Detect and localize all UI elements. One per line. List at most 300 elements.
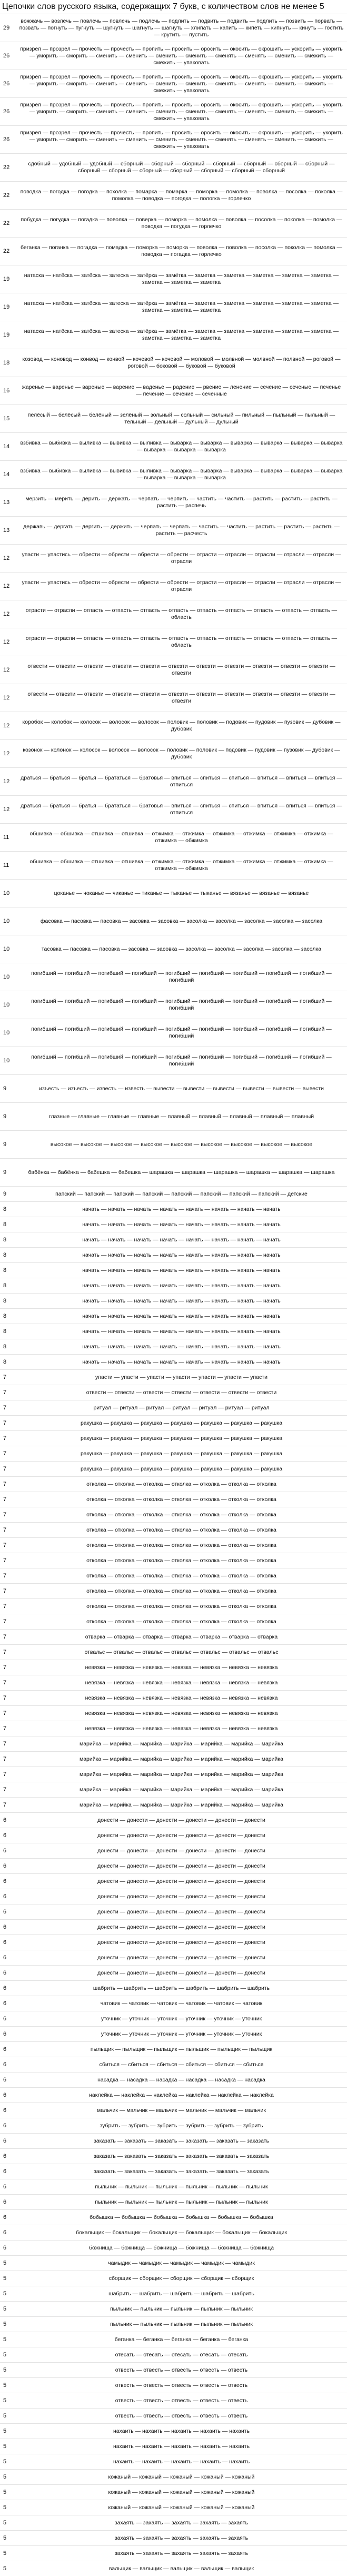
chain-length: 9 [3,1191,7,1197]
chain-row [0,14,347,42]
chain-length: 6 [3,1985,7,1991]
chain-length: 29 [3,25,10,31]
chain-length: 6 [3,1817,7,1823]
chain-words: козовод — коновод — конвод — конвой — кочевой — кочевой — моловой — молвной — молвной — полвной — роговой — роговой — боковой — буковой — буковой [22,356,341,369]
chain-row [0,2255,347,2271]
chain-length: 12 [3,751,10,757]
chain-row [0,1889,347,1904]
chain-row [0,935,347,963]
chain-length: 5 [3,2321,7,2327]
chain-length: 8 [3,1237,7,1243]
chain-length: 7 [3,1466,7,1472]
chain-length: 12 [3,583,10,589]
chain-words: козонок — колонок — колосок — волосок — волосок — половик — половик — подовик — пудовик — пузовик — дубовик — дубовик [23,747,340,760]
chain-length: 7 [3,1802,7,1808]
chain-words: марийка — марийка — марийка — марийка — марийка — марийка — марийка [79,1801,284,1808]
chain-row [0,991,347,1019]
chain-row [0,544,347,572]
chain-length: 7 [3,1420,7,1426]
chain-words: упасти — упасти — упасти — упасти — упасти — упасти — упасти [95,1374,267,1380]
chain-length: 8 [3,1328,7,1335]
chain-row [0,2316,347,2332]
chain-row [0,321,347,349]
chain-words: отколка — отколка — отколка — отколка — отколка — отколка — отколка [86,1618,276,1625]
chain-length: 10 [3,918,10,924]
chain-row [0,1568,347,1583]
chain-row [0,1904,347,1919]
chain-words: отрасти — отрасли — отпасть — отпасть — отпасть — отпасть — отпасть — отпасть — отпасть — отпасть — отпасть — область [25,635,338,648]
chain-row [0,1278,347,1293]
chain-words: сдобный — удобный — удобный — сборный — сборный — сборный — сборный — сборный — сборный — сборный — сборный — сборный — сборный — сборный — сборный — сборный — сборный [28,161,335,174]
chain-words: марийка — марийка — марийка — марийка — марийка — марийка — марийка [79,1771,284,1778]
chain-length: 10 [3,1058,10,1064]
chain-words: донести — донести — донести — донести — донести — донести [97,1923,265,1930]
chain-words: погибший — погибший — погибший — погибший — погибший — погибший — погибший — погибший — погибший — погибший [31,998,332,1011]
chain-words: начать — начать — начать — начать — начать — начать — начать — начать [82,1312,281,1319]
chain-length: 10 [3,1002,10,1008]
chain-length: 19 [3,276,10,282]
chain-row [0,1614,347,1629]
chain-row [0,1965,347,1980]
chain-row [0,2072,347,2087]
chain-words: мерзить — мерить — дерить — держать — черпать — черпить — частить — частить — растить — растить — растить — растить — распечь [25,496,338,509]
chain-length: 5 [3,2397,7,2404]
chain-row [0,237,347,265]
chain-row [0,293,347,321]
chain-words: кожаный — кожаный — кожаный — кожаный — кожаный [108,2473,255,2480]
chain-row [0,1186,347,1201]
chain-length: 19 [3,304,10,310]
chain-row [0,963,347,991]
chain-length: 12 [3,806,10,813]
chain-words: пелёсый — белёсый — белёный — зелёный — зольный — сольный — сильный — пильный — пыльный — пыльный — тельный — дельный — дульный — дульный [27,412,335,425]
chain-words: захаять — захаять — захаять — захаять — захаять [114,2550,249,2557]
chain-row [0,1385,347,1400]
chain-length: 8 [3,1267,7,1274]
chain-length: 8 [3,1206,7,1212]
chain-words: побудка — погудка — погадка — поволка — поверка — поморка — помолка — поволка — посолка — поколка — помолка — поводка — погудка — горлечко [21,216,342,230]
chain-length: 26 [3,108,10,115]
chain-length: 6 [3,1924,7,1930]
chain-words: бобышка — бобышка — бобышка — бобышка — бобышка — бобышка [90,2214,273,2220]
chain-length: 10 [3,1030,10,1036]
chain-length: 15 [3,416,10,422]
chain-length: 6 [3,2016,7,2022]
chain-row [0,2332,347,2347]
chain-row [0,2103,347,2118]
chain-row [0,42,347,70]
chain-words: отколка — отколка — отколка — отколка — отколка — отколка — отколка [86,1542,276,1548]
chain-length: 7 [3,1512,7,1518]
chain-row [0,2484,347,2500]
chain-length: 6 [3,2000,7,2007]
chain-words: отвесть — отвесть — отвесть — отвесть — отвесть [115,2412,248,2419]
chain-words: отвести — отвезти — отвезти — отвезти — отвезти — отвезти — отвезти — отвезти — отвезти — отвезти — отвезти — отвезти [27,663,335,676]
chain-length: 7 [3,1695,7,1701]
chain-length: 6 [3,2245,7,2251]
chain-row [0,1476,347,1492]
chain-words: обшивка — обшивка — отшивка — отшивка — отжимка — отжимка — отжимка — отжимка — отжимка — отжимка — отжимка — обжимка [29,858,333,872]
chain-row [0,2194,347,2209]
chain-row [0,2225,347,2240]
chain-row [0,1537,347,1553]
chain-words: призрел — прозрел — прочесть — прочесть — пропить — просить — оросить — окосить — окрошить — ускорить — укорить — уморить — сморить — сменить — сменить — сменить — сменить — сменять — сменять — сменить — смежить — смежить — упаковать [20,129,343,150]
chain-length: 6 [3,2214,7,2220]
chain-length: 7 [3,1725,7,1732]
chain-words: донести — донести — донести — донести — донести — донести [97,1908,265,1915]
chain-row [0,712,347,739]
chain-length: 22 [3,164,10,171]
chain-length: 12 [3,778,10,785]
chain-words: упасти — упастись — обрести — обрести — обрести — обрести — отрасти — отрасли — отрасли — отрасли — отрасли — отрасли [22,551,341,565]
chain-words: начать — начать — начать — начать — начать — начать — начать — начать [82,1206,281,1212]
chain-row [0,1158,347,1186]
chain-words: нахаить — нахаить — нахаить — нахаить — нахаить [113,2427,250,2434]
chain-words: вальщик — вальщик — вальщик — вальщик — вальщик [108,2565,254,2572]
chain-words: державь — дергать — дергить — держить — черпать — черпать — частить — частить — растить — растить — растить — растить — расчесть [23,524,340,537]
chain-length: 7 [3,1481,7,1487]
chain-words: упасти — упастись — обрести — обрести — обрести — обрести — отрасти — отрасли — отрасли — отрасли — отрасли — отрасли [22,579,341,593]
chain-length: 7 [3,1527,7,1533]
chain-row [0,1583,347,1598]
chain-length: 11 [3,862,9,868]
chain-length: 7 [3,1787,7,1793]
chain-length: 5 [3,2474,7,2480]
chain-row [0,767,347,795]
chain-length: 7 [3,1634,7,1640]
chain-words: обшивка — обшивка — отшивка — отшивка — отжимка — отжимка — отжимка — отжимка — отжимка — отжимка — отжимка — обжимка [29,831,333,844]
chain-row [0,1415,347,1430]
chain-words: поводка — погодка — погодка — похолка — помарка — помарка — поморка — помолка — поволка — посолка — поколка — помолка — поводка — погодка — пологка — горлечко [20,189,343,202]
chain-row [0,1553,347,1568]
chain-words: нахаить — нахаить — нахаить — нахаить — нахаить [113,2443,250,2450]
chain-length: 18 [3,360,10,366]
chain-row [0,1766,347,1782]
chain-length: 7 [3,1389,7,1396]
chain-row [0,572,347,600]
chain-words: невязка — невязка — невязка — невязка — невязка — невязка — невязка [85,1710,278,1716]
chain-row [0,1430,347,1446]
chain-row [0,209,347,237]
chain-words: невязка — невязка — невязка — невязка — невязка — невязка — невязка [85,1694,278,1701]
chain-words: сбиться — сбиться — сбиться — сбиться — сбиться — сбиться [99,2061,264,2068]
chain-length: 6 [3,1863,7,1869]
chain-row [0,1690,347,1705]
chain-row [0,349,347,377]
chain-row [0,2179,347,2194]
chain-row [0,1074,347,1102]
chain-row [0,1247,347,1262]
chain-row [0,1047,347,1074]
chain-words: уточник — уточник — уточник — уточник — уточник — уточник [101,2030,262,2037]
chain-words: призрел — прозрел — прочесть — прочесть — пропить — просить — оросить — окосить — окрошить — ускорить — укорить — уморить — сморить — сменить — сменить — сменить — сменить — сменять — сменять — сменить — смежить — смежить — упаковать [20,101,343,122]
chain-length: 8 [3,1221,7,1228]
chain-words: начать — начать — начать — начать — начать — начать — начать — начать [82,1358,281,1365]
chain-words: шабрить — шабрить — шабрить — шабрить — шабрить — шабрить [93,1985,270,1991]
chain-length: 7 [3,1649,7,1655]
chain-length: 10 [3,974,10,980]
chain-row [0,1308,347,1324]
chain-words: чамыдик — чамыдик — чамыдик — чамыдик — чамыдик [108,2259,255,2266]
chain-words: захаять — захаять — захаять — захаять — захаять [114,2519,249,2526]
chain-words: ракушка — ракушка — ракушка — ракушка — ракушка — ракушка — ракушка [80,1465,283,1472]
chain-row [0,2530,347,2545]
chain-row [0,1232,347,1247]
chain-row [0,2011,347,2026]
chain-length: 6 [3,2199,7,2205]
chain-row [0,2515,347,2530]
chain-row [0,70,347,97]
chain-words: зубрить — зубрить — зубрить — зубрить — зубрить — зубрить [100,2122,263,2129]
chain-length: 10 [3,890,10,896]
chain-row [0,1705,347,1721]
chain-length: 7 [3,1710,7,1716]
chain-length: 5 [3,2306,7,2312]
chain-words: захаять — захаять — захаять — захаять — захаять [114,2534,249,2541]
chain-length: 5 [3,2291,7,2297]
chain-length: 6 [3,2153,7,2159]
chain-words: божнища — божнища — божнища — божнища — божнища — божнища [88,2244,274,2251]
chain-row [0,1919,347,1935]
chain-words: начать — начать — начать — начать — начать — начать — начать — начать [82,1343,281,1350]
chain-words: уточник — уточник — уточник — уточник — уточник — уточник [101,2015,262,2022]
chain-words: натаска — натёска — затёска — затеска — затёрка — замётка — заметка — заметка — заметка — заметка — заметка — заметка — заметка — заметка [24,272,339,285]
chain-length: 19 [3,332,10,338]
chain-row [0,1980,347,1996]
chain-words: донести — донести — донести — донести — донести — донести [97,1969,265,1976]
chain-words: начать — начать — начать — начать — начать — начать — начать — начать [82,1297,281,1304]
chain-words: вожжачь — возлечь — повлечь — повлечь — подлечь — подлить — подвить — подвить — подлить — позвить — порвать — позвать — погнуть — пугнуть — шугнуть — шагнуть — шагнуть — хлипать — капить — кипеть — кипнуть — кинуть — гостить — крутить — пустить [19,17,344,38]
chain-row [0,1324,347,1339]
chain-words: заказать — заказать — заказать — заказать — заказать — заказать [93,2153,270,2159]
chain-row [0,1522,347,1537]
chain-words: отвальс — отвальс — отвальс — отвальс — отвальс — отвальс — отвальс [84,1649,279,1655]
chain-words: пыльник — пыльник — пыльник — пыльник — пыльник — пыльник [95,2183,268,2190]
chain-words: отвесть — отвесть — отвесть — отвесть — отвесть [115,2397,248,2404]
chain-row [0,1843,347,1858]
chain-words: драться — браться — братья — брататься — братовья — впиться — спиться — спиться — впиться — впиться — впиться — отпиться [21,803,342,816]
chain-row [0,1102,347,1130]
chain-length: 6 [3,2092,7,2098]
chain-row [0,1828,347,1843]
chain-length: 6 [3,1939,7,1946]
chain-length: 8 [3,1252,7,1258]
chain-words: взбивка — выбивка — выливка — вывивка — выливка — выварка — выварка — выварка — выварка — выварка — выварка — выварка — выварка — выварка [20,468,343,481]
chain-words: отколка — отколка — отколка — отколка — отколка — отколка — отколка [86,1572,276,1579]
chain-row [0,265,347,293]
chain-words: донести — донести — донести — донести — донести — донести [97,1954,265,1961]
chain-row [0,1996,347,2011]
chain-row [0,823,347,851]
chain-words: отварка — отварка — отварка — отварка — отварка — отварка — отварка [85,1633,278,1640]
chain-length: 5 [3,2489,7,2495]
chain-row [0,2561,347,2576]
chain-row [0,2057,347,2072]
chain-words: пыльник — пыльник — пыльник — пыльник — пыльник [110,2305,253,2312]
chain-words: отрасти — отрасли — отпасть — отпасть — отпасть — отпасть — отпасть — отпасть — отпасть — отпасть — отпасть — область [25,607,338,620]
chain-words: отвесть — отвесть — отвесть — отвесть — отвесть [115,2366,248,2373]
chain-row [0,2545,347,2561]
chain-length: 5 [3,2382,7,2389]
chain-words: папский — папский — папский — папский — папский — папский — папский — папский — детские [55,1190,308,1197]
chain-length: 7 [3,1588,7,1594]
chain-length: 7 [3,1573,7,1579]
chain-length: 8 [3,1282,7,1289]
chain-length: 9 [3,1085,7,1092]
chain-length: 26 [3,53,10,59]
chain-length: 5 [3,2443,7,2450]
chain-row [0,97,347,125]
chain-words: цоканье — чоканье — чиканье — тиканье — тыканье — тыканье — вязанье — вязанье — вязанье [54,890,309,896]
chain-row [0,2041,347,2057]
chain-words: кожаный — кожаный — кожаный — кожаный — кожаный [108,2504,255,2511]
chain-words: отвести — отвести — отвести — отвести — отвести — отвести — отвести [86,1389,277,1396]
chain-row [0,739,347,767]
chain-words: драться — браться — братья — брататься — братовья — впиться — спиться — спиться — впиться — впиться — впиться — отпиться [21,775,342,788]
chain-row [0,1660,347,1675]
chain-row [0,1293,347,1308]
chain-words: начать — начать — начать — начать — начать — начать — начать — начать [82,1282,281,1289]
chain-words: ракушка — ракушка — ракушка — ракушка — ракушка — ракушка — ракушка [80,1419,283,1426]
chain-length: 6 [3,2168,7,2175]
chain-words: бокальщик — бокальщик — бокальщик — бокальщик — бокальщик — бокальщик [76,2229,287,2236]
chain-words: пыльщик — пыльщик — пыльщик — пыльщик — пыльщик — пыльщик [90,2046,273,2052]
chain-length: 5 [3,2565,7,2572]
chain-length: 5 [3,2352,7,2358]
chain-length: 8 [3,1344,7,1350]
chain-length: 26 [3,81,10,87]
chain-row [0,1858,347,1873]
chain-length: 6 [3,2184,7,2190]
chain-length: 6 [3,1832,7,1839]
chain-length: 7 [3,1756,7,1762]
chain-words: отесать — отесать — отесать — отесать — отесать [115,2351,248,2358]
chain-words: начать — начать — начать — начать — начать — начать — начать — начать [82,1236,281,1243]
chain-row [0,1675,347,1690]
chain-length: 7 [3,1435,7,1442]
chain-row [0,684,347,712]
chain-row [0,1339,347,1354]
chain-length: 7 [3,1741,7,1747]
chain-length: 6 [3,1955,7,1961]
chain-row [0,795,347,823]
chain-row [0,2500,347,2515]
chain-length: 5 [3,2550,7,2557]
chain-row [0,1797,347,1812]
chain-words: призрел — прозрел — прочесть — прочесть — пропить — просить — оросить — окосить — окрошить — ускорить — укорить — уморить — сморить — сменить — сменить — сменить — сменить — сменять — сменять — сменить — смежить — смежить — упаковать [20,45,343,66]
chain-words: начать — начать — начать — начать — начать — начать — начать — начать [82,1221,281,1228]
chain-list [0,14,347,2576]
chain-length: 13 [3,527,10,534]
chain-length: 7 [3,1405,7,1411]
chain-row [0,2408,347,2423]
chain-row [0,2087,347,2103]
chain-length: 7 [3,1680,7,1686]
chain-row [0,125,347,153]
chain-row [0,2469,347,2484]
chain-length: 6 [3,1909,7,1915]
chain-length: 6 [3,1893,7,1900]
chain-row [0,516,347,544]
chain-words: изъесть — изъесть — известь — известь — вывести — вывести — вывести — вывести — вывести — вывести [39,1085,324,1092]
chain-length: 6 [3,1878,7,1884]
chain-words: невязка — невязка — невязка — невязка — невязка — невязка — невязка [85,1679,278,1686]
chain-words: отколка — отколка — отколка — отколка — отколка — отколка — отколка [86,1603,276,1610]
chain-length: 6 [3,2031,7,2037]
chain-length: 11 [3,834,9,841]
chain-words: призрел — прозрел — прочесть — прочесть — пропить — просить — оросить — окосить — окрошить — ускорить — укорить — уморить — сморить — сменить — сменить — сменить — сменить — сменять — сменять — сменить — смежить — смежить — упаковать [20,73,343,94]
chain-row [0,1873,347,1889]
chain-words: отвесть — отвесть — отвесть — отвесть — отвесть [115,2382,248,2389]
chain-length: 22 [3,248,10,254]
chain-words: марийка — марийка — марийка — марийка — марийка — марийка — марийка [79,1786,284,1793]
chain-length: 12 [3,555,10,561]
chain-length: 8 [3,1359,7,1365]
chain-length: 5 [3,2367,7,2373]
chain-length: 10 [3,946,10,952]
chain-row [0,2377,347,2393]
chain-row [0,1629,347,1644]
chain-words: отколка — отколка — отколка — отколка — отколка — отколка — отколка [86,1496,276,1503]
chain-words: беганка — беганка — беганка — беганка — беганка [114,2336,249,2343]
chain-length: 7 [3,1450,7,1457]
chain-words: начать — начать — начать — начать — начать — начать — начать — начать [82,1267,281,1274]
chain-row [0,2301,347,2316]
chain-row [0,2026,347,2041]
chain-row [0,2209,347,2225]
chain-row [0,181,347,209]
chain-words: шабрить — шабрить — шабрить — шабрить — шабрить [108,2290,254,2297]
chain-length: 7 [3,1603,7,1610]
chain-row [0,1130,347,1158]
chain-row [0,1935,347,1950]
chain-length: 7 [3,1496,7,1503]
chain-row [0,377,347,404]
chain-words: высокое — высокое — высокое — высокое — высокое — высокое — высокое — высокое — высокое [50,1141,313,1148]
chain-length: 6 [3,2138,7,2144]
chain-length: 5 [3,2520,7,2526]
chain-words: натаска — натёска — затёска — затеска — затёрка — замётка — заметка — заметка — заметка — заметка — заметка — заметка — заметка — заметка [24,328,339,341]
chain-row [0,851,347,879]
chain-row [0,1950,347,1965]
chain-row [0,460,347,488]
chain-length: 9 [3,1113,7,1120]
chain-words: нахаить — нахаить — нахаить — нахаить — нахаить [113,2458,250,2465]
chain-row [0,1751,347,1766]
chain-row [0,2362,347,2377]
chain-row [0,628,347,656]
chain-words: тасовка — пасовка — пасовка — засовка — засовка — засолка — засолка — засолка — засолка — засолка [41,945,322,952]
chain-row [0,1369,347,1385]
chain-row [0,1644,347,1660]
chain-words: коробок — колобок — колосок — волосок — волосок — половик — половик — подовик — пудовик — пузовик — дубовик — дубовик [22,719,341,732]
chain-row [0,1354,347,1369]
chain-length: 7 [3,1542,7,1548]
chain-row [0,432,347,460]
chain-row [0,404,347,432]
chain-row [0,2286,347,2301]
chain-words: донести — донести — донести — донести — донести — донести [97,1893,265,1900]
chain-length: 12 [3,695,10,701]
page-title: Цепочки слов русского языка, содержащих 7 букв, с количеством слов не менее 5 [2,2,324,11]
chain-length: 7 [3,1618,7,1625]
chain-words: невязка — невязка — невязка — невязка — невязка — невязка — невязка [85,1725,278,1732]
chain-length: 9 [3,1141,7,1148]
chain-row [0,879,347,907]
chain-length: 14 [3,471,10,478]
chain-row [0,1598,347,1614]
chain-words: фасовка — пасовка — пасовка — засовка — засовка — засолка — засолка — засолка — засолка — засолка [40,917,323,924]
